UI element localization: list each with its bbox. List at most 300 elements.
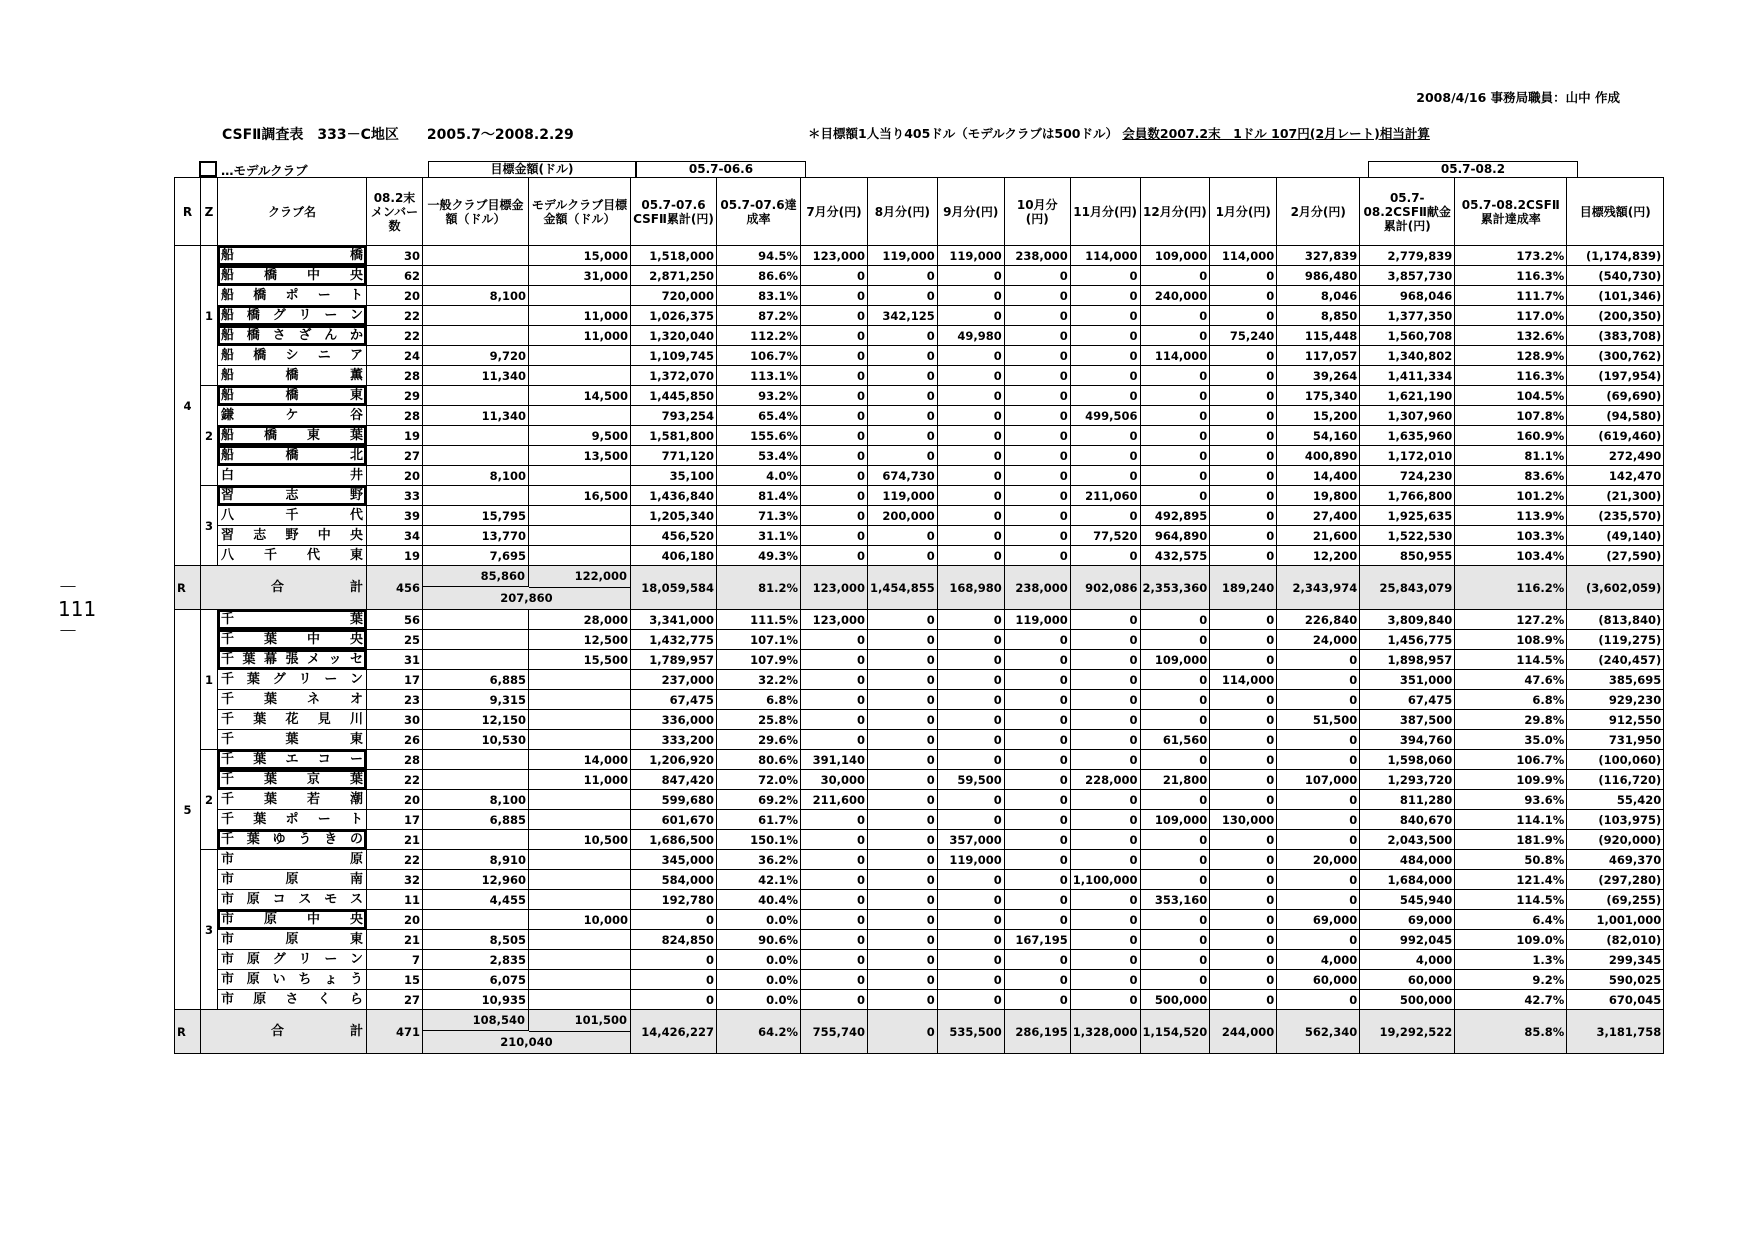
m1-cell: 0 [1210,870,1277,890]
region-cell: 5 [175,610,201,1010]
achieve-0706-cell: 61.7% [717,810,801,830]
m9-cell: 0 [937,546,1004,566]
model-target-cell [529,286,631,306]
achieve-0706-cell: 65.4% [717,406,801,426]
m2-cell: 69,000 [1277,910,1360,930]
table-row [175,526,1664,546]
general-target-cell: 4,455 [423,890,529,910]
col-header-achieve-0802: 05.7-08.2CSFⅡ累計達成率 [1455,178,1567,246]
m9-cell: 0 [937,650,1004,670]
m10-cell: 0 [1004,730,1070,750]
m10-cell: 0 [1004,650,1070,670]
m8-cell: 0 [868,730,938,750]
achieve-0706-cell: 42.1% [717,870,801,890]
zone-cell: 2 [201,750,218,850]
m11-cell: 0 [1070,426,1140,446]
col-header-m7: 7月分(円) [801,178,868,246]
achieve-0706-cell: 155.6% [717,426,801,446]
achieve-0802-cell: 114.5% [1455,890,1567,910]
remaining-cell: (297,280) [1567,870,1664,890]
m12-cell: 109,000 [1140,650,1210,670]
donation-cum-cell: 1,522,530 [1360,526,1455,546]
m9-cell: 0 [937,426,1004,446]
total-m9-cell: 168,980 [937,566,1004,610]
m11-cell: 1,100,000 [1070,870,1140,890]
m2-cell: 400,890 [1277,446,1360,466]
members-cell: 22 [367,770,423,790]
achieve-0802-cell: 108.9% [1455,630,1567,650]
total-label-cell: 合計 [201,566,367,610]
m9-cell: 0 [937,610,1004,630]
m7-cell: 0 [801,930,868,950]
achieve-0802-cell: 103.4% [1455,546,1567,566]
club-name-cell: 千葉京葉 [218,770,367,790]
m1-cell: 0 [1210,650,1277,670]
total-m2-cell: 562,340 [1277,1010,1360,1054]
members-cell: 19 [367,426,423,446]
donation-cum-cell: 1,684,000 [1360,870,1455,890]
m11-cell: 77,520 [1070,526,1140,546]
m10-cell: 0 [1004,526,1070,546]
general-target-cell: 9,315 [423,690,529,710]
m8-cell: 0 [868,930,938,950]
m12-cell: 0 [1140,670,1210,690]
m8-cell: 0 [868,910,938,930]
general-target-cell [423,266,529,286]
remaining-cell: (235,570) [1567,506,1664,526]
total-target-cell [423,566,631,610]
remaining-cell: 912,550 [1567,710,1664,730]
m11-cell: 0 [1070,546,1140,566]
achieve-0706-cell: 0.0% [717,910,801,930]
donation-cum-cell: 1,560,708 [1360,326,1455,346]
members-cell: 23 [367,690,423,710]
m8-cell: 0 [868,386,938,406]
col-header-model-target: モデルクラブ目標金額（ドル） [529,178,631,246]
remaining-cell: 299,345 [1567,950,1664,970]
csf-cum-cell: 67,475 [631,690,717,710]
table-row [175,286,1664,306]
m9-cell: 0 [937,506,1004,526]
m7-cell: 0 [801,730,868,750]
model-target-cell [529,546,631,566]
m1-cell: 0 [1210,770,1277,790]
achieve-0802-cell: 106.7% [1455,750,1567,770]
model-target-cell [529,990,631,1010]
donation-cum-cell: 2,779,839 [1360,246,1455,266]
m7-cell: 0 [801,366,868,386]
m11-cell: 0 [1070,366,1140,386]
m9-cell: 0 [937,730,1004,750]
total-csf-cum-cell: 18,059,584 [631,566,717,610]
m1-cell: 0 [1210,466,1277,486]
donation-cum-cell: 500,000 [1360,990,1455,1010]
remaining-cell: 469,370 [1567,850,1664,870]
model-target-cell: 14,500 [529,386,631,406]
remaining-cell: 731,950 [1567,730,1664,750]
model-target-cell: 15,500 [529,650,631,670]
members-cell: 31 [367,650,423,670]
donation-cum-cell: 1,307,960 [1360,406,1455,426]
m1-cell: 0 [1210,850,1277,870]
group-header-0507-0806: 05.7-06.6 [636,161,806,177]
model-club-legend-label: …モデルクラブ [221,163,308,178]
csf-cum-cell: 192,780 [631,890,717,910]
model-target-cell: 14,000 [529,750,631,770]
table-row [175,610,1664,630]
m2-cell: 54,160 [1277,426,1360,446]
remaining-cell: (69,255) [1567,890,1664,910]
general-target-cell [423,446,529,466]
total-members-cell: 471 [367,1010,423,1054]
m11-cell: 0 [1070,446,1140,466]
m11-cell: 0 [1070,610,1140,630]
m9-cell: 0 [937,970,1004,990]
m11-cell: 0 [1070,670,1140,690]
csf-cum-cell: 1,436,840 [631,486,717,506]
m11-cell: 0 [1070,630,1140,650]
m12-cell: 0 [1140,870,1210,890]
col-header-m8: 8月分(円) [868,178,938,246]
donation-cum-cell: 545,940 [1360,890,1455,910]
csf-cum-cell: 1,109,745 [631,346,717,366]
m2-cell: 0 [1277,810,1360,830]
m1-cell: 0 [1210,306,1277,326]
club-name-cell: 千葉東 [218,730,367,750]
achieve-0706-cell: 49.3% [717,546,801,566]
total-m7-cell: 755,740 [801,1010,868,1054]
achieve-0802-cell: 109.0% [1455,930,1567,950]
m10-cell: 0 [1004,870,1070,890]
m9-cell: 0 [937,910,1004,930]
m2-cell: 117,057 [1277,346,1360,366]
model-target-cell [529,406,631,426]
m12-cell: 109,000 [1140,810,1210,830]
m12-cell: 0 [1140,710,1210,730]
m12-cell: 0 [1140,486,1210,506]
table-row [175,426,1664,446]
achieve-0802-cell: 132.6% [1455,326,1567,346]
members-cell: 27 [367,446,423,466]
total-general-target: 108,540 [423,1010,529,1031]
csf-cum-cell: 237,000 [631,670,717,690]
m7-cell: 0 [801,426,868,446]
donation-cum-cell: 992,045 [1360,930,1455,950]
model-target-cell: 11,000 [529,326,631,346]
m10-cell: 0 [1004,406,1070,426]
m10-cell: 0 [1004,266,1070,286]
m2-cell: 175,340 [1277,386,1360,406]
total-m12-cell: 1,154,520 [1140,1010,1210,1054]
target-note-prefix: ＊目標額1人当り405ドル（モデルクラブは500ドル） [808,126,1119,141]
m10-cell: 0 [1004,690,1070,710]
remaining-cell: 55,420 [1567,790,1664,810]
csf-cum-cell: 406,180 [631,546,717,566]
m11-cell: 0 [1070,750,1140,770]
general-target-cell: 13,770 [423,526,529,546]
table-row [175,830,1664,850]
table-row [175,730,1664,750]
donation-cum-cell: 1,172,010 [1360,446,1455,466]
members-cell: 25 [367,630,423,650]
col-header-z: Z [201,178,218,246]
m12-cell: 114,000 [1140,346,1210,366]
donation-cum-cell: 1,340,802 [1360,346,1455,366]
achieve-0706-cell: 80.6% [717,750,801,770]
m1-cell: 0 [1210,506,1277,526]
m11-cell: 211,060 [1070,486,1140,506]
m7-cell: 0 [801,650,868,670]
members-cell: 27 [367,990,423,1010]
m10-cell: 0 [1004,630,1070,650]
m11-cell: 0 [1070,266,1140,286]
table-row [175,306,1664,326]
general-target-cell: 12,960 [423,870,529,890]
m11-cell: 0 [1070,650,1140,670]
club-name-cell: 千葉花見川 [218,710,367,730]
m10-cell: 0 [1004,750,1070,770]
m2-cell: 107,000 [1277,770,1360,790]
m7-cell: 391,140 [801,750,868,770]
m2-cell: 0 [1277,790,1360,810]
csf-cum-cell: 456,520 [631,526,717,546]
m8-cell: 0 [868,610,938,630]
csf-cum-cell: 345,000 [631,850,717,870]
general-target-cell: 10,935 [423,990,529,1010]
club-name-cell: 船橋 [218,246,367,266]
m2-cell: 327,839 [1277,246,1360,266]
achieve-0802-cell: 111.7% [1455,286,1567,306]
club-name-cell: 船橋中央 [218,266,367,286]
m11-cell: 0 [1070,386,1140,406]
model-target-cell: 10,000 [529,910,631,930]
m11-cell: 0 [1070,950,1140,970]
m1-cell: 114,000 [1210,246,1277,266]
remaining-cell: (813,840) [1567,610,1664,630]
total-m7-cell: 123,000 [801,566,868,610]
model-target-cell: 12,500 [529,630,631,650]
table-row [175,466,1664,486]
m2-cell: 8,850 [1277,306,1360,326]
m1-cell: 0 [1210,830,1277,850]
general-target-cell [423,910,529,930]
csf-cum-cell: 1,518,000 [631,246,717,266]
remaining-cell: (300,762) [1567,346,1664,366]
m10-cell: 167,195 [1004,930,1070,950]
page-number: －111－ [58,575,97,643]
model-target-cell [529,506,631,526]
model-target-cell [529,950,631,970]
csf-cum-cell: 35,100 [631,466,717,486]
donation-cum-cell: 67,475 [1360,690,1455,710]
m11-cell: 0 [1070,910,1140,930]
general-target-cell [423,306,529,326]
m9-cell: 0 [937,266,1004,286]
m9-cell: 0 [937,446,1004,466]
table-row [175,246,1664,266]
general-target-cell [423,326,529,346]
general-target-cell: 10,530 [423,730,529,750]
m2-cell: 21,600 [1277,526,1360,546]
members-cell: 28 [367,366,423,386]
m8-cell: 0 [868,406,938,426]
achieve-0802-cell: 116.3% [1455,366,1567,386]
members-cell: 26 [367,730,423,750]
total-m1-cell: 189,240 [1210,566,1277,610]
m1-cell: 75,240 [1210,326,1277,346]
csf-cum-cell: 1,789,957 [631,650,717,670]
m7-cell: 0 [801,670,868,690]
total-combined-target: 207,860 [500,591,553,605]
m9-cell: 0 [937,750,1004,770]
achieve-0706-cell: 31.1% [717,526,801,546]
col-header-m9: 9月分(円) [937,178,1004,246]
col-header-remaining: 目標残額(円) [1567,178,1664,246]
csf-cum-cell: 0 [631,910,717,930]
m1-cell: 0 [1210,950,1277,970]
donation-cum-cell: 724,230 [1360,466,1455,486]
m9-cell: 0 [937,950,1004,970]
m10-cell: 0 [1004,466,1070,486]
m11-cell: 0 [1070,890,1140,910]
club-name-cell: 船橋ポート [218,286,367,306]
club-name-cell: 千葉ネオ [218,690,367,710]
column-header-row [175,178,1664,246]
club-name-cell: 船橋東 [218,386,367,406]
achieve-0802-cell: 83.6% [1455,466,1567,486]
members-cell: 30 [367,710,423,730]
m1-cell: 0 [1210,710,1277,730]
achieve-0802-cell: 81.1% [1455,446,1567,466]
m8-cell: 0 [868,266,938,286]
total-m1-cell: 244,000 [1210,1010,1277,1054]
m11-cell: 0 [1070,930,1140,950]
m7-cell: 0 [801,266,868,286]
m9-cell: 119,000 [937,850,1004,870]
members-cell: 56 [367,610,423,630]
m12-cell: 240,000 [1140,286,1210,306]
general-target-cell: 11,340 [423,366,529,386]
club-name-cell: 船橋北 [218,446,367,466]
total-model-target: 122,000 [529,566,630,588]
remaining-cell: (27,590) [1567,546,1664,566]
total-remaining-cell: (3,602,059) [1567,566,1664,610]
model-target-cell [529,970,631,990]
remaining-cell: 385,695 [1567,670,1664,690]
members-cell: 62 [367,266,423,286]
table-row [175,630,1664,650]
model-target-cell: 11,000 [529,770,631,790]
m1-cell: 0 [1210,526,1277,546]
achieve-0802-cell: 6.4% [1455,910,1567,930]
m7-cell: 0 [801,890,868,910]
m7-cell: 0 [801,486,868,506]
m9-cell: 0 [937,790,1004,810]
club-name-cell: 市原いちょう [218,970,367,990]
csf-cum-cell: 0 [631,950,717,970]
m2-cell: 4,000 [1277,950,1360,970]
m2-cell: 15,200 [1277,406,1360,426]
m1-cell: 0 [1210,790,1277,810]
achieve-0802-cell: 109.9% [1455,770,1567,790]
general-target-cell: 9,720 [423,346,529,366]
m1-cell: 0 [1210,630,1277,650]
m1-cell: 0 [1210,910,1277,930]
achieve-0706-cell: 107.1% [717,630,801,650]
club-name-cell: 千葉エコー [218,750,367,770]
m2-cell: 0 [1277,650,1360,670]
m11-cell: 0 [1070,810,1140,830]
m12-cell: 964,890 [1140,526,1210,546]
general-target-cell: 11,340 [423,406,529,426]
total-r-cell: R [175,1010,201,1054]
m7-cell: 0 [801,710,868,730]
m2-cell: 51,500 [1277,710,1360,730]
club-name-cell: 千葉幕張メッセ [218,650,367,670]
remaining-cell: (540,730) [1567,266,1664,286]
m8-cell: 0 [868,950,938,970]
m12-cell: 0 [1140,970,1210,990]
remaining-cell: 142,470 [1567,466,1664,486]
m11-cell: 0 [1070,830,1140,850]
m8-cell: 0 [868,710,938,730]
m11-cell: 228,000 [1070,770,1140,790]
m8-cell: 0 [868,770,938,790]
m2-cell: 60,000 [1277,970,1360,990]
achieve-0706-cell: 0.0% [717,950,801,970]
m9-cell: 0 [937,306,1004,326]
model-target-cell [529,850,631,870]
total-achieve-0706-cell: 64.2% [717,1010,801,1054]
csf-cum-cell: 824,850 [631,930,717,950]
members-cell: 20 [367,466,423,486]
m7-cell: 0 [801,690,868,710]
achieve-0802-cell: 42.7% [1455,990,1567,1010]
general-target-cell [423,246,529,266]
remaining-cell: (383,708) [1567,326,1664,346]
achieve-0706-cell: 112.2% [717,326,801,346]
col-header-m11: 11月分(円) [1070,178,1140,246]
club-name-cell: 船橋さざんか [218,326,367,346]
total-achieve-0706-cell: 81.2% [717,566,801,610]
m7-cell: 0 [801,386,868,406]
col-header-m2: 2月分(円) [1277,178,1360,246]
m8-cell: 342,125 [868,306,938,326]
club-name-cell: 鎌ケ谷 [218,406,367,426]
m12-cell: 0 [1140,830,1210,850]
members-cell: 11 [367,890,423,910]
table-row [175,486,1664,506]
m12-cell: 353,160 [1140,890,1210,910]
m2-cell: 39,264 [1277,366,1360,386]
m7-cell: 0 [801,346,868,366]
achieve-0706-cell: 0.0% [717,970,801,990]
date-author-line: 2008/4/16 事務局職員：山中 作成 [1416,90,1620,105]
achieve-0706-cell: 94.5% [717,246,801,266]
total-row [175,1010,1664,1054]
members-cell: 21 [367,930,423,950]
m2-cell: 115,448 [1277,326,1360,346]
csf-cum-cell: 3,341,000 [631,610,717,630]
m9-cell: 0 [937,366,1004,386]
csf-survey-table [174,177,1664,1054]
achieve-0706-cell: 150.1% [717,830,801,850]
model-target-cell [529,730,631,750]
report-title: CSFⅡ調査表 333－C地区 2005.7～2008.2.29 [222,127,574,143]
achieve-0706-cell: 69.2% [717,790,801,810]
general-target-cell: 8,100 [423,466,529,486]
donation-cum-cell: 1,925,635 [1360,506,1455,526]
